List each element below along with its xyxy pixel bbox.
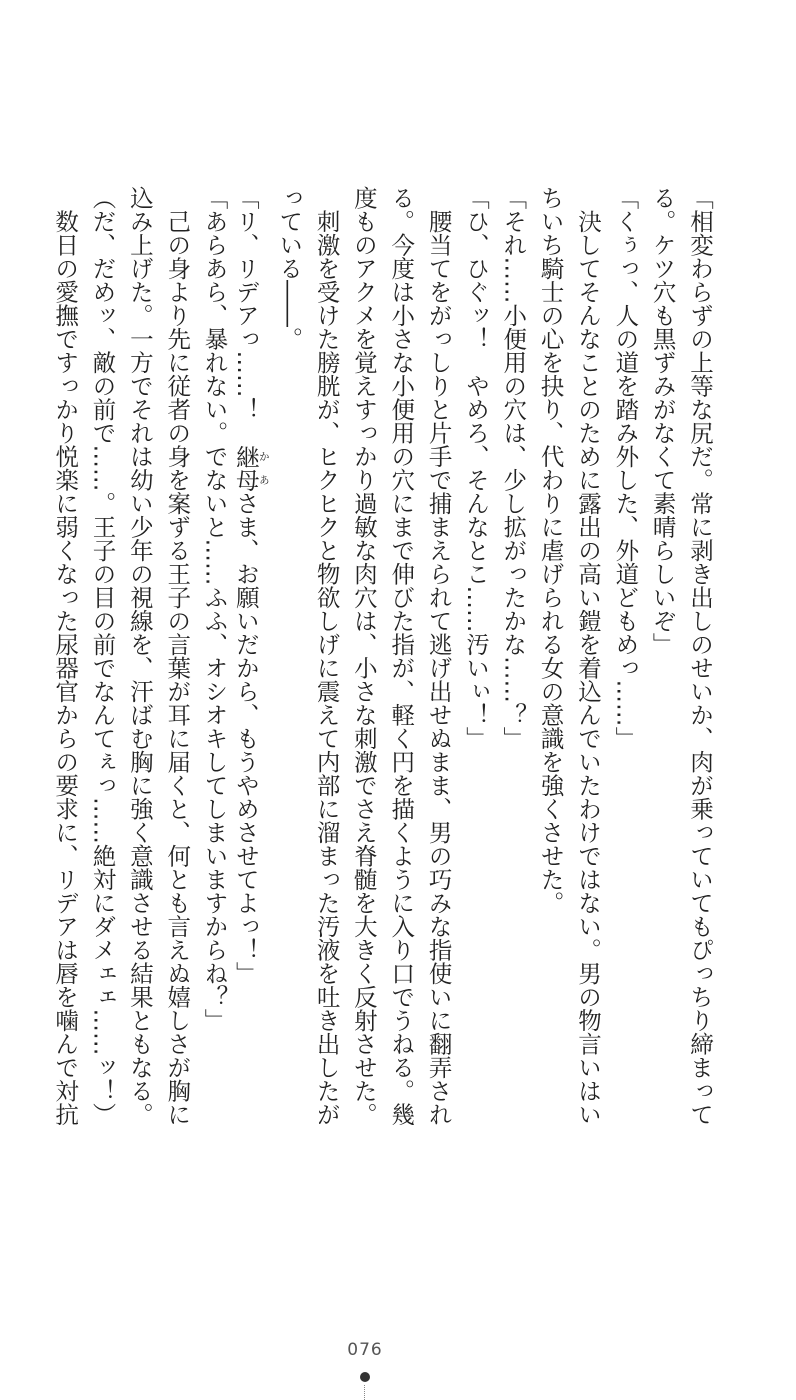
text-column: 「相変わらずの上等な尻だ。常に剥き出しのせいか、肉が乗っていてもぴっちり締まって xyxy=(686,186,714,1126)
body-text xyxy=(46,186,718,1126)
ruby-base: 継母 xyxy=(231,444,260,492)
text-column: る。ケツ穴も黒ずみがなくて素晴らしいぞ」 xyxy=(648,186,677,656)
text-column: 己の身より先に従者の身を案ずる王子の言葉が耳に届くと、何とも言えぬ嬉しさが胸に xyxy=(163,186,192,1126)
furigana: かあ xyxy=(257,444,270,492)
column-text-after: さま、お願いだから、もうやめさせてよっ！」 xyxy=(231,491,260,985)
text-column: ちいち騎士の心を抉り、代わりに虐げられる女の意識を強くさせた。 xyxy=(536,186,565,915)
page-marker-dotted-line xyxy=(364,1385,365,1400)
text-column: （だ、だめッ、敵の前で……。王子の目の前でなんてぇっ……絶対にダメェェ……ッ！） xyxy=(88,186,117,1126)
text-column: 込み上げた。一方でそれは幼い少年の視線を、汗ばむ胸に強く意識させる結果ともなる。 xyxy=(125,186,154,1126)
text-column: 「あらあら、暴れない。でないと……ふふ、オシオキしてしまいますからね？」 xyxy=(200,186,229,1032)
page-marker-dot-icon xyxy=(360,1372,370,1382)
text-column: 刺激を受けた膀胱が、ヒクヒクと物欲しげに震えて内部に溜まった汚液を吐き出したが xyxy=(312,186,341,1126)
text-column: 決してそんなことのために露出の高い鎧を着込んでいたわけではない。男の物言いはい xyxy=(573,186,602,1126)
text-column: 「それ……小便用の穴は、少し拡がったかな……？」 xyxy=(499,186,528,750)
text-column-with-ruby xyxy=(233,186,270,1126)
page-number: 076 xyxy=(347,1340,383,1360)
text-column: 数日の愛撫ですっかり悦楽に弱くなった尿器官からの要求に、リデアは唇を噛んで対抗 xyxy=(51,186,80,1126)
text-column: 「くぅっ、人の道を踏み外した、外道どもめっ……」 xyxy=(611,186,640,750)
text-column: っている――。 xyxy=(275,186,304,351)
text-column: る。今度は小さな小便用の穴にまで伸びた指が、軽く円を描くように入り口でうねる。幾 xyxy=(387,186,416,1126)
column-text-before: 「リ、リデアっ……！ xyxy=(231,186,260,445)
text-column: 度ものアクメを覚えすっかり過敏な肉穴は、小さな刺激でさえ脊髄を大きく反射させた。 xyxy=(349,186,378,1126)
text-column: 腰当てをがっしりと片手で捕まえられて逃げ出せぬまま、男の巧みな指使いに翻弄され xyxy=(424,186,453,1126)
text-column: 「ひ、ひぐッ！ やめろ、そんなとこ……汚いぃ！」 xyxy=(461,186,490,750)
ruby-word xyxy=(231,444,270,492)
